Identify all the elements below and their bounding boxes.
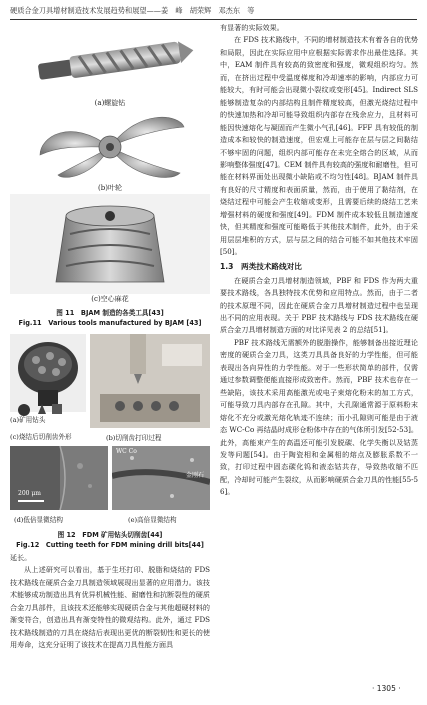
fig11-c-caption: (c)空心麻花 (91, 295, 129, 303)
right-paragraph-0: 有显著的实际效果。 (220, 23, 284, 32)
fig12-d-image (10, 446, 108, 510)
running-header: 硬质合金刀具增材制造技术发展趋势和展望——姜 峰 胡荣辉 邓杰东 等 (10, 6, 255, 15)
page-number: · 1305 · (372, 684, 401, 693)
right-column (220, 22, 418, 499)
right-paragraph-3: PBF 技术路线无需额外的脱脂操作，能够制备出接近理论密度的硬质合金刀具，这类刀具具备良好的力学性能，但可能表现出各向异性的力学性能。对于一些形状简单的部件，仅需通过参数调整便能直接形成致密件。然而，PBF 技术也存在一些缺陷，该技术采用高能激光或电子束熔化粉末的加工方式，可能导致刀具内部存在孔隙。其中，大孔隙通常源于原料粉末熔化不充分或激光熔化轨迹不连续；而小孔隙则可能是由于液态 WC-Co 再结晶时成形仓粉体中存在的气体所引发[52-53]。此外，高能束产生的高温还可能引发脱碳、化学失衡以及钴蒸发等问题[54]。由于陶瓷相和金属相的熔点及膨胀系数不一致，打印过程中固态碳化钨和液态钴共存，导致热收缩不匹配，冷却时可能产生裂纹，从而影响硬质合金刀具的性能[55-56]。 (220, 337, 418, 497)
fig12-d-caption: (d)低倍显微结构 (14, 516, 63, 524)
fig11-b-image (10, 109, 210, 183)
left-paragraph-1: 从上述研究可以看出，基于生坯打印、脱脂和烧结的 FDS 技术路线在硬质合金刀具制造领域展现出显著的应用潜力。该技术能够成功制造出具有优异机械性能、耐磨性和抗断裂性的硬质合金刀具部件，且该技术还能够实现硬质合金与其他超硬材料的渐变符合，创造出具有渐变特性的微观结构。此外，通过 FDS 技术路线制造的刀具在烧结后表现出更优的断裂韧性和更长的使用寿命，这充分证明了该技术在提高刀具性能方面具 (10, 565, 210, 650)
fig11-b-caption: (b)叶轮 (98, 184, 122, 192)
fig12-e-label-wcco: WC Co (116, 448, 137, 455)
fig12-b-caption: (b)切削齿打印过程 (106, 434, 162, 442)
left-paragraph-0: 延长。 (10, 553, 32, 562)
fig12-e-label-diamond: 金刚石 (186, 472, 205, 479)
fig12-c-caption: (c)烧结后切削齿外形 (10, 433, 72, 441)
fig12-b-image (90, 334, 210, 428)
fig12-c-teeth (16, 396, 82, 418)
right-paragraph-1: 在 FDS 技术路线中，不同的增材制造技术有着各自的优势和局限，因此在实际应用中应根据实际需求作出最佳选择。其中，EAM 制件具有较高的致密度和强度，微观组织均匀。然而，在挤出过程中受温度梯度和冷却速率的影响，内部应力可能较大，有时可能会出现微小裂纹或变形[45]。Indirect SLS 能够制造复杂的内部结构且制件精度较高，但激光烧结过程中的快速加热和冷却可能导致组织内部存在残余应力，且材料可能因快速熔化与凝固而产生微小气孔[46]。FFF 具有较低的制造成本和较快的制造速度，但宏观上可能存在层与层之间黏结不够牢固的问题，组织内部可能存在未完全熔合的区域，从而影响整体强度[47]。CEM 制件具有较高的强度和耐磨性，但可能在材料界面处出现微小缺陷或不均匀性[48]。BJAM 制件具有良好的尺寸精度和表面质量，然而，由于使用了黏结剂，在烧结过程中可能会产生收缩或变形，且需要后续的烧结工艺来增强材料的硬度和强度[49]。FDM 制件成本较低且制造速度快，但其精度和强度可能略低于其他技术制件，此外，由于采用层层堆积的方式，层与层之间的结合可能不如其他技术牢固[50]。 (220, 35, 418, 257)
fig11-caption-cn: 图 11 BJAM 制造的各类工具[43] (56, 309, 164, 317)
fig11-a-image (10, 24, 210, 98)
fig12-caption-en: Fig.12 Cutting teeth for FDM mining drill bits[44] (16, 541, 204, 549)
right-paragraph-2: 在硬质合金刀具增材制造领域，PBF 和 FDS 作为两大重要技术路线，各具独特技术优势和应用特点。然而，由于二者的技术原理不同，因此在硬质合金刀具增材制造过程中也呈现出不同的应用表现。关于 PBF 技术路线与 FDS 技术路线在硬质合金刀具增材制造方面的对比详见表 2 的总结[51]。 (220, 275, 418, 335)
fig12-e-caption: (e)高倍显微结构 (128, 516, 177, 524)
left-column (10, 24, 210, 652)
header-rule (10, 19, 417, 20)
fig12-caption-cn: 图 12 FDM 矿用钻头切削齿[44] (57, 531, 163, 539)
fig11-c-image (10, 194, 210, 294)
fig11-caption-en: Fig.11 Various tools manufactured by BJAM [43] (18, 319, 202, 327)
fig11-a-caption: (a)螺旋钻 (94, 99, 126, 107)
impeller-illustration (10, 109, 210, 183)
section-heading-1-3: 1.3 两类技术路线对比 (220, 261, 302, 271)
hollow-twist-drill-illustration (10, 194, 210, 294)
fig12-e-image (112, 446, 210, 510)
fig12-d-scale: 200 μm (18, 490, 41, 497)
fig12-a-caption: (a)矿用钻头 (10, 416, 46, 424)
fig12-grid (10, 334, 210, 530)
spiral-drill-illustration (10, 24, 210, 98)
